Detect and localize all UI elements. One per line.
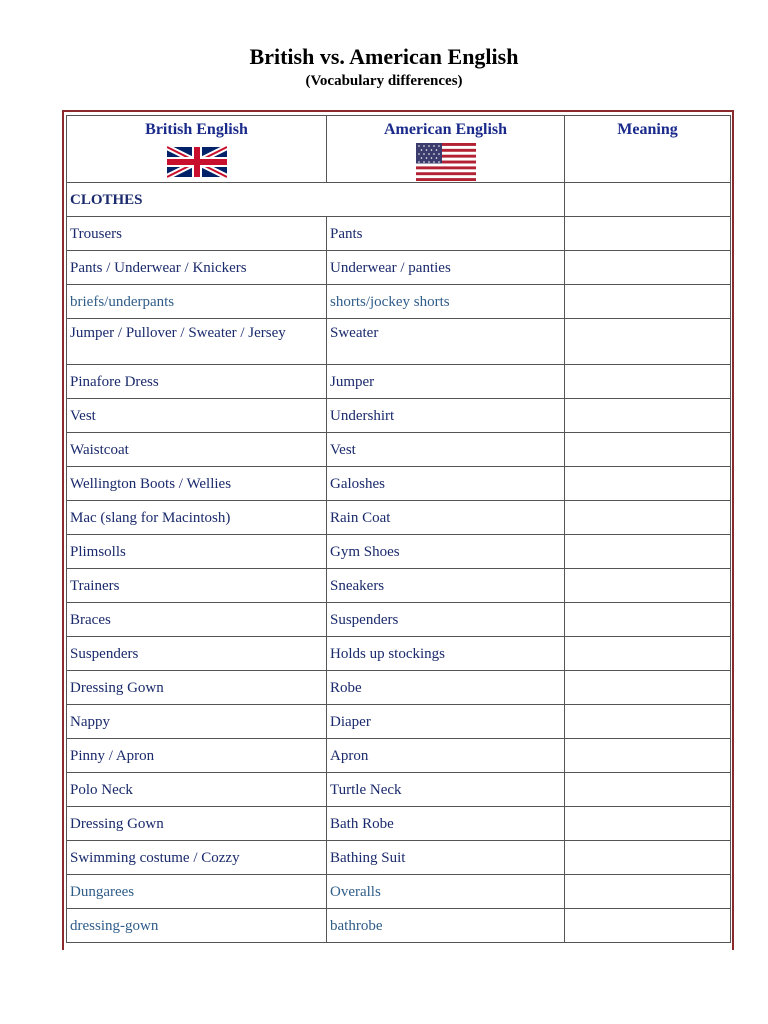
header-american (327, 116, 565, 183)
section-label: CLOTHES (67, 183, 565, 217)
british-cell: Suspenders (67, 637, 327, 671)
british-cell: Nappy (67, 705, 327, 739)
american-cell: shorts/jockey shorts (327, 285, 565, 319)
header-meaning: Meaning (565, 116, 731, 183)
american-cell: Turtle Neck (327, 773, 565, 807)
british-cell: Pants / Underwear / Knickers (67, 251, 327, 285)
table-row (67, 399, 731, 433)
american-cell: Diaper (327, 705, 565, 739)
american-cell: Undershirt (327, 399, 565, 433)
british-cell: Dungarees (67, 875, 327, 909)
american-cell: Overalls (327, 875, 565, 909)
british-cell: Waistcoat (67, 433, 327, 467)
table-row (67, 467, 731, 501)
table-row (67, 285, 731, 319)
meaning-cell (565, 875, 731, 909)
table-row (67, 705, 731, 739)
table-row (67, 365, 731, 399)
meaning-cell (565, 807, 731, 841)
meaning-cell (565, 433, 731, 467)
british-cell: Plimsolls (67, 535, 327, 569)
header-american-label: American English (383, 121, 508, 138)
meaning-cell (565, 841, 731, 875)
table-row (67, 569, 731, 603)
british-cell: Trousers (67, 217, 327, 251)
american-cell: Galoshes (327, 467, 565, 501)
british-cell: Jumper / Pullover / Sweater / Jersey (67, 319, 327, 365)
table-row (67, 603, 731, 637)
us-flag-icon (416, 143, 476, 181)
american-cell: Bathing Suit (327, 841, 565, 875)
american-cell: Sweater (327, 319, 565, 365)
uk-flag-icon (167, 143, 227, 181)
british-cell: Wellington Boots / Wellies (67, 467, 327, 501)
british-cell: Pinny / Apron (67, 739, 327, 773)
british-cell: Braces (67, 603, 327, 637)
american-cell: Jumper (327, 365, 565, 399)
header-british-label: British English (145, 121, 248, 138)
table-row (67, 319, 731, 365)
american-cell: Underwear / panties (327, 251, 565, 285)
american-cell: Pants (327, 217, 565, 251)
meaning-cell (565, 285, 731, 319)
british-cell: Mac (slang for Macintosh) (67, 501, 327, 535)
meaning-cell (565, 467, 731, 501)
american-cell: Suspenders (327, 603, 565, 637)
meaning-cell (565, 365, 731, 399)
meaning-cell (565, 739, 731, 773)
american-cell: Robe (327, 671, 565, 705)
british-cell: dressing-gown (67, 909, 327, 943)
british-cell: Pinafore Dress (67, 365, 327, 399)
table-row (67, 875, 731, 909)
american-cell: Rain Coat (327, 501, 565, 535)
table-row (67, 501, 731, 535)
american-cell: bathrobe (327, 909, 565, 943)
meaning-cell (565, 637, 731, 671)
header-british (67, 116, 327, 183)
table-row (67, 535, 731, 569)
table-row (67, 637, 731, 671)
table-row (67, 841, 731, 875)
british-cell: Vest (67, 399, 327, 433)
meaning-cell (565, 909, 731, 943)
meaning-cell (565, 705, 731, 739)
british-cell: Dressing Gown (67, 671, 327, 705)
british-cell: Trainers (67, 569, 327, 603)
british-cell: Polo Neck (67, 773, 327, 807)
british-cell: Swimming costume / Cozzy (67, 841, 327, 875)
page-title: British vs. American English (249, 44, 519, 69)
section-meaning-cell (565, 183, 731, 217)
meaning-cell (565, 671, 731, 705)
meaning-cell (565, 399, 731, 433)
table-row (67, 739, 731, 773)
american-cell: Apron (327, 739, 565, 773)
meaning-cell (565, 603, 731, 637)
table-row (67, 909, 731, 943)
meaning-cell (565, 501, 731, 535)
table-row (67, 773, 731, 807)
meaning-cell (565, 773, 731, 807)
american-cell: Vest (327, 433, 565, 467)
table-row (67, 433, 731, 467)
table-row (67, 217, 731, 251)
vocabulary-table (66, 115, 731, 943)
american-cell: Gym Shoes (327, 535, 565, 569)
table-row (67, 807, 731, 841)
table-header-row (67, 116, 731, 183)
american-cell: Sneakers (327, 569, 565, 603)
meaning-cell (565, 319, 731, 365)
page-subtitle: (Vocabulary differences) (305, 73, 463, 89)
british-cell: Dressing Gown (67, 807, 327, 841)
meaning-cell (565, 217, 731, 251)
american-cell: Bath Robe (327, 807, 565, 841)
meaning-cell (565, 535, 731, 569)
table-row (67, 671, 731, 705)
section-row (67, 183, 731, 217)
american-cell: Holds up stockings (327, 637, 565, 671)
meaning-cell (565, 569, 731, 603)
table-row (67, 251, 731, 285)
british-cell: briefs/underpants (67, 285, 327, 319)
meaning-cell (565, 251, 731, 285)
